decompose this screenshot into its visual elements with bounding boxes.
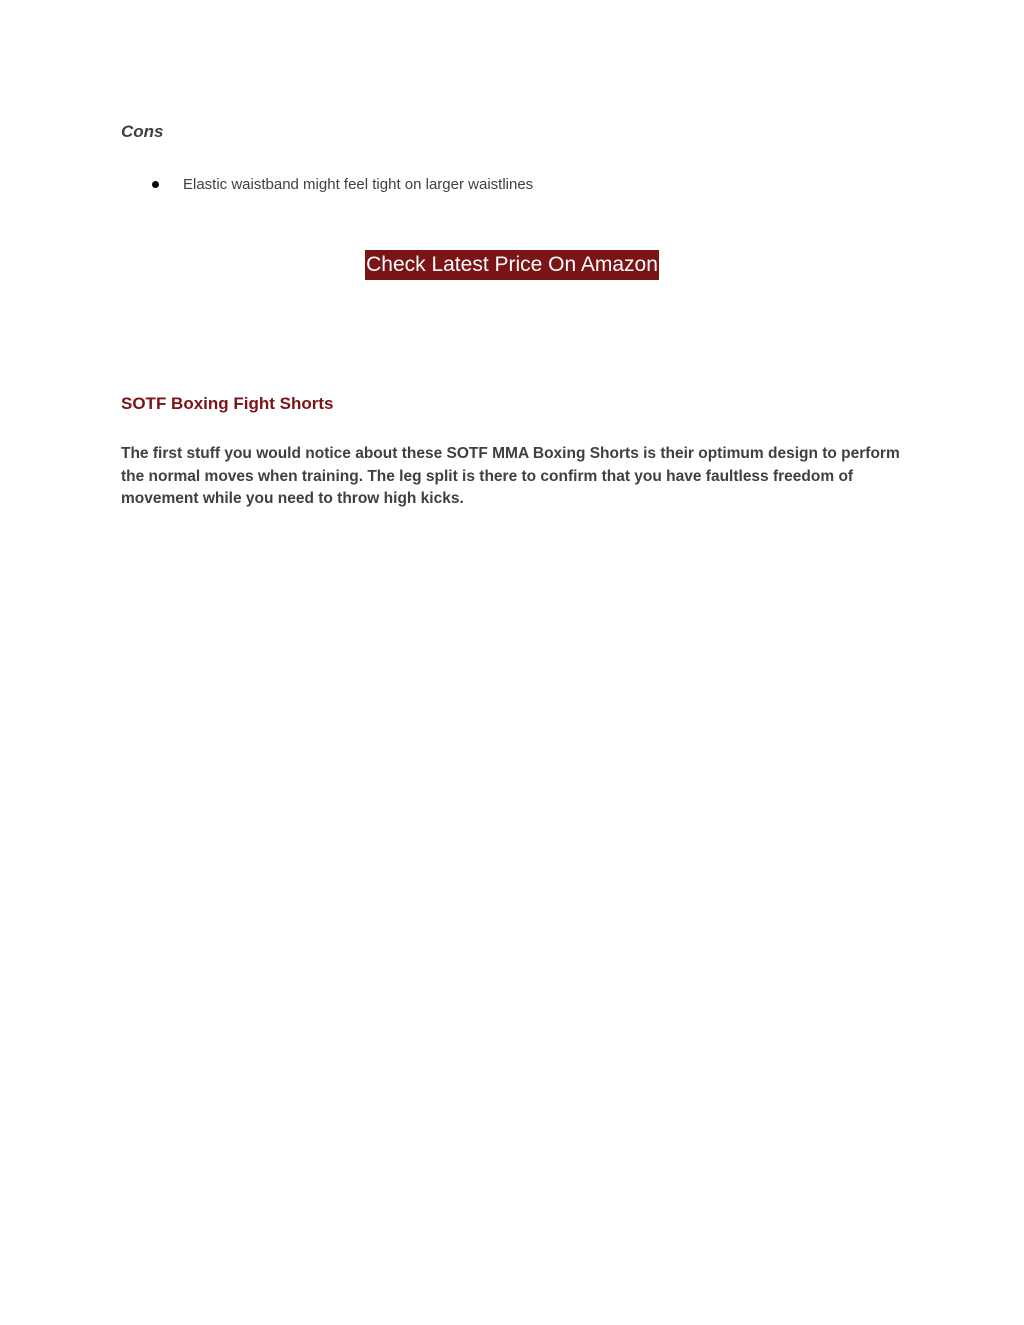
cons-heading: Cons	[121, 122, 164, 141]
section-title: SOTF Boxing Fight Shorts	[121, 394, 334, 413]
section-body: The first stuff you would notice about these SOTF MMA Boxing Shorts is their optimum design to perform the normal moves when training. The leg split is there to confirm that you have faultless freedom of movement while you need to throw high kicks.	[121, 445, 900, 507]
cta-container	[0, 250, 1024, 280]
list-item	[150, 174, 533, 194]
cons-item-text: Elastic waistband might feel tight on larger waistlines	[183, 175, 534, 193]
cons-list	[150, 174, 533, 194]
bullet-icon	[152, 181, 159, 188]
check-price-button[interactable]: Check Latest Price On Amazon	[365, 250, 659, 280]
